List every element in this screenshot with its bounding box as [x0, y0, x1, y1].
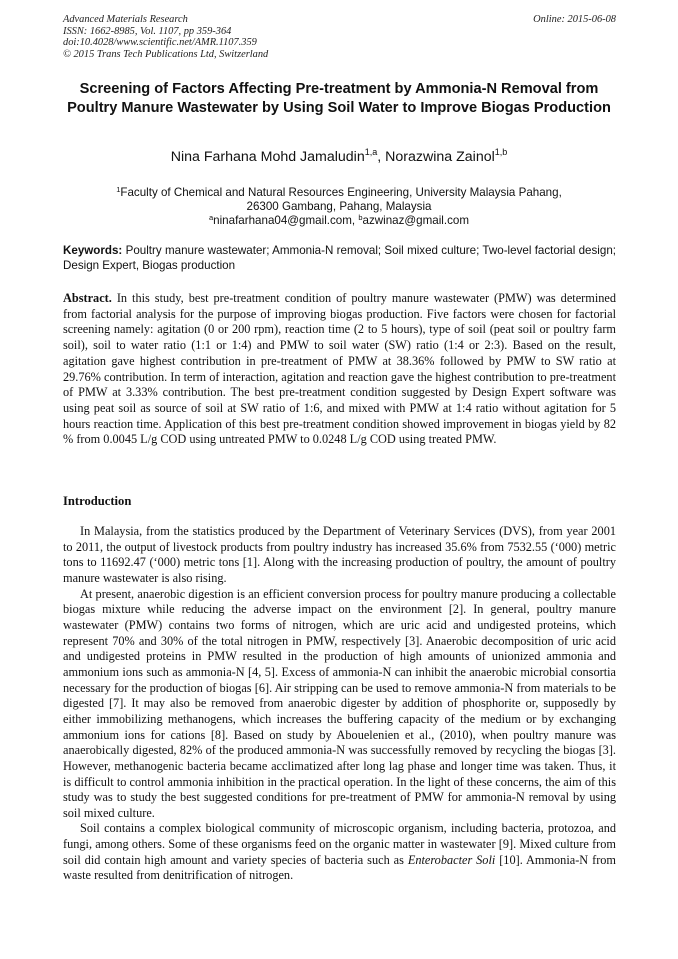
author-affiliation-mark: 1,a	[364, 147, 378, 157]
keywords	[63, 244, 616, 273]
author-name: Nina Farhana Mohd Jamaludin	[170, 149, 365, 165]
affiliation-block	[56, 186, 622, 229]
paragraph-text: Soil contains a complex biological community of microscopic organism, including bacteria, protozoa, and fungi, among others. Some of these organisms feed on the organic matter in wastewater [9]. Mixed culture from soil did contain high amount and variety species of bacteria such as	[63, 821, 616, 867]
journal-header	[63, 14, 616, 60]
keywords-label: Keywords:	[63, 244, 123, 257]
author-name: Norazwina Zainol	[385, 149, 495, 165]
author-separator: ,	[377, 149, 386, 165]
email-mark: b	[358, 213, 363, 223]
paragraph: In Malaysia, from the statistics produced by the Department of Veterinary Services (DVS), from year 2001 to 2011, the output of livestock products from poultry industry has increased 35.6% from 7532.55 (‘000) metric tons to 11692.47 (‘000) metric tons [1]. Along with the increasing production of poultry, the amount of poultry manure wastewater is also rising.	[63, 524, 616, 585]
paragraph-text: [10]. Ammonia-N from waste resulted from denitrification of nitrogen.	[63, 852, 616, 883]
paragraph	[63, 821, 616, 884]
journal-name: Advanced Materials Research	[63, 14, 188, 25]
abstract	[63, 291, 616, 448]
online-date: Online: 2015-06-08	[533, 14, 616, 25]
copyright-line: © 2015 Trans Tech Publications Ltd, Switzerland	[63, 48, 269, 60]
email-address: azwinaz@gmail.com	[362, 214, 469, 228]
affiliation-text: Faculty of Chemical and Natural Resources Engineering, University Malaysia Pahang,	[120, 186, 562, 199]
email-mark: a	[208, 213, 214, 223]
affiliation-mark: 1	[116, 185, 121, 194]
issn-line: ISSN: 1662-8985, Vol. 1107, pp 359-364	[63, 25, 232, 37]
paper-title: Screening of Factors Affecting Pre-treatment by Ammonia-N Removal from Poultry Manure Wastewater by Using Soil Water to Improve Biogas Production	[67, 81, 611, 116]
affiliation-line	[56, 186, 622, 200]
affiliation-address: 26300 Gambang, Pahang, Malaysia	[246, 200, 432, 214]
abstract-text: In this study, best pre-treatment condition of poultry manure wastewater (PMW) was determined from factorial analysis for the purpose of improving biogas production. Five factors were chosen for factorial screening namely: agitation (0 or 200 rpm), reaction time (2 to 5 hours), type of soil (peat soil or poultry farm soil), soil to water ratio (1:1 or 1:4) and PMW to soil water (SW) ratio (1:4 or 2:3). Based on the result, agitation gave highest contribution in pre-treatment of PMW at 38.36% followed by PMW to SW ratio at 29.76% contribution. In term of interaction, agitation and reaction gave the highest contribution to pre-treatment of PMW at 3.33% contribution. The best pre-treatment condition suggested by Design Expert software was using peat soil as source of soil at SW ratio of 1:6, and mixed with PMW at 1:4 ratio without agitation for 5 hours reaction time. Application of this best pre-treatment condition showed improvement in biogas yield by 82 % from 0.0045 L/g COD using untreated PMW to 0.0248 L/g COD using treated PMW.	[63, 291, 616, 447]
introduction-body	[63, 524, 616, 884]
keywords-text: Poultry manure wastewater; Ammonia-N removal; Soil mixed culture; Two-level factorial design; Design Expert, Biogas production	[63, 244, 616, 272]
author-list	[56, 149, 622, 166]
email-address: ninafarhana04@gmail.com,	[213, 214, 359, 228]
species-name: Enterobacter Soli	[407, 852, 496, 867]
abstract-label: Abstract.	[63, 291, 112, 305]
paragraph: At present, anaerobic digestion is an efficient conversion process for poultry manure producing a collectable biogas mixture while reducing the adverse impact on the environment [2]. In general, poultry manure wastewater (PMW) contains two forms of nitrogen, which are uric acid and undigested proteins, which represent 70% and 30% of the total nitrogen in PMW, respectively [3]. Anaerobic decomposition of uric acid and undigested proteins in PMW resulted in the production of high amounts of unionized ammonia and ammonium ions such as ammonia-N [4, 5]. Excess of ammonia-N can inhibit the anaerobic microbial consortia necessary for the production of biogas [6]. Air stripping can be used to remove ammonia-N from materials to be digested [7]. It may also be removed from anaerobic digester by addition of phosphorite or, supposedly by either immobilizing methanogens, which increases the buffering capacity of the medium or by exchanging ammonium ions for cations [8]. Based on study by Abouelenien et al., (2010), when poultry manure was anaerobically digested, 82% of the produced ammonia-N was successfully removed by recycling the biogas [3]. However, methanogenic bacteria became acclimatized after long lag phase and longer time was taken. Thus, it is difficult to control ammonia inhibition in the practical operation. In the light of these concerns, the aim of this study was to study the best suggested conditions for pre-treatment of PMW for ammonia-N removal by using soil mixed culture.	[63, 586, 616, 820]
email-line	[56, 214, 622, 228]
section-heading: Introduction	[63, 494, 132, 508]
doi-line: doi:10.4028/www.scientific.net/AMR.1107.359	[63, 37, 257, 49]
author-affiliation-mark: 1,b	[494, 147, 508, 157]
